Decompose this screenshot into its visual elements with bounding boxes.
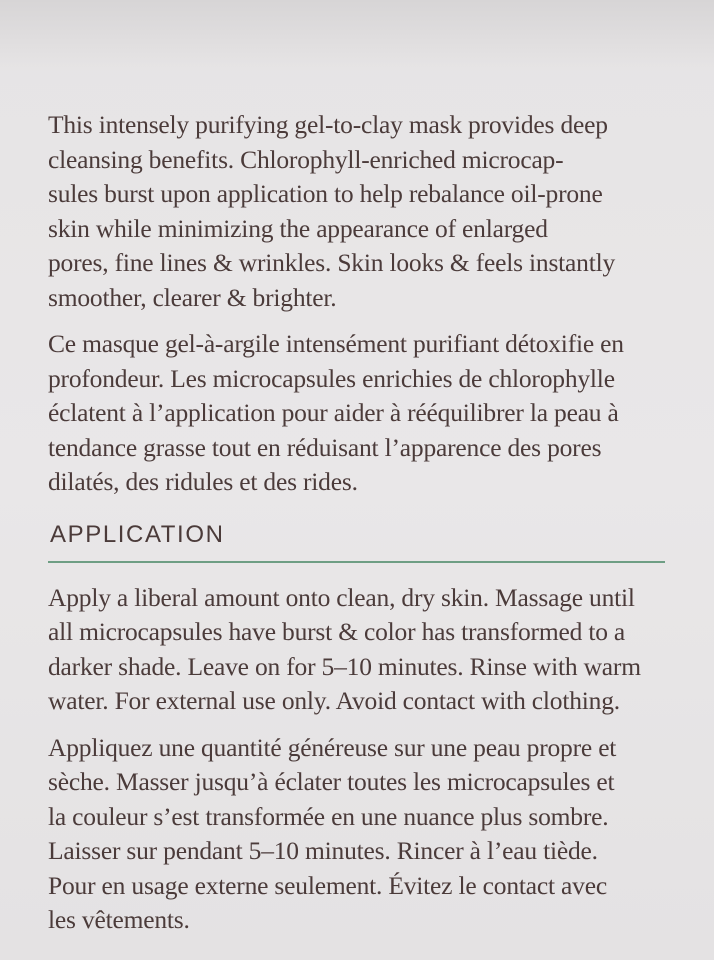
- application-heading-row: [48, 517, 673, 565]
- text-panel: [48, 108, 673, 938]
- description-english: This intensely purifying gel-to-clay mask provides deep cleansing benefits. Chlorophyll-enriched microcap- sules burst upon application to help rebalance oil-prone skin while minimizing the appearance of enlarged pores, fine lines & wrinkles. Skin looks & feels instantly smoother, clearer & brighter.: [48, 110, 616, 312]
- application-french: Appliquez une quantité généreuse sur une peau propre et sèche. Masser jusqu’à éclater toutes les microcapsules et la couleur s’est transformée en une nuance plus sombre. Laisser sur pendant 5–10 minutes. Rincer à l’eau tiède. Pour en usage externe seulement. Évitez le contact avec les vêtements.: [48, 732, 617, 934]
- application-english: Apply a liberal amount onto clean, dry skin. Massage until all microcapsules have burst & color has transformed to a darker shade. Leave on for 5–10 minutes. Rinse with warm water. For external use only. Avoid contact with clothing.: [48, 582, 641, 715]
- heading-divider: [48, 561, 665, 563]
- top-edge-shadow: [0, 0, 714, 70]
- application-heading: APPLICATION: [50, 520, 225, 548]
- description-french: Ce masque gel-à-argile intensément purifiant détoxifie en profondeur. Les microcapsules enrichies de chlorophylle éclatent à l’application pour aider à rééquilibrer la peau à tendance grasse tout en réduisant l’apparence des pores dilatés, des ridules et des rides.: [48, 329, 624, 496]
